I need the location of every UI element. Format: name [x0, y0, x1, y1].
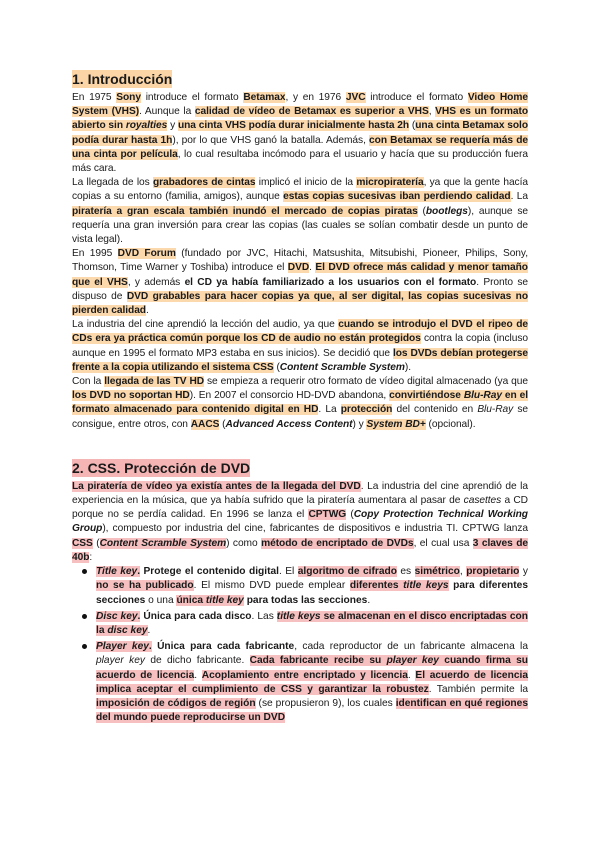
- section-heading-css: 2. CSS. Protección de DVD: [72, 459, 251, 476]
- paragraph-dvd-forum: En 1995 DVD Forum (fundado por JVC, Hitachi, Matsushita, Mitsubishi, Pioneer, Philips, Sony, Thomson, Time Warner y Toshiba) introduce el DVD. El DVD ofrece más calidad y menor tamaño que el VHS, y además el CD ya había familiarizado a los usuarios con el formato. Pronto se dispuso de DVD grabables para hacer copias ya que, al ser digital, las copias sucesivas no pierden calidad.: [72, 248, 529, 317]
- paragraph-grabadores: La llegada de los grabadores de cintas implicó el inicio de la micropiratería, ya que la gente hacía copias a su entorno (familia, amigos), aunque estas copias sucesivas iban perdiendo calidad. La piratería a gran escala también inundó el mercado de copias piratas (bootlegs), aunque se requería una gran inversión para crear las copias (las cuales se solían combatir desde un punto de vista legal).: [72, 177, 529, 246]
- bullet-icon: [82, 614, 87, 619]
- paragraph-betamax: En 1975 Sony introduce el formato Betamax, y en 1976 JVC introduce el formato Video Home System (VHS). Aunque la calidad de vídeo de Betamax es superior a VHS, VHS es un formato abierto sin royalties y una cinta VHS podía durar inicialmente hasta 2h (una cinta Betamax solo podía durar hasta 1h), por lo que VHS ganó la batalla. Además, con Betamax se requería más de una cinta por película, lo cual resultaba incómodo para el usuario y hacía que su producción fuera más cara.: [72, 92, 529, 175]
- paragraph-tv-hd: Con la llegada de las TV HD se empieza a requerir otro formato de vídeo digital almacenado (ya que los DVD no soportan HD). En 2007 el consorcio HD-DVD abandona, convirtiéndose Blu-Ray en el formato almacenado para contenido digital en HD. La protección del contenido en Blu-Ray se consigue, entre otros, con AACS (Advanced Access Content) y System BD+ (opcional).: [72, 376, 529, 430]
- key-list: [72, 565, 528, 725]
- list-item-title-key: Title key. Protege el contenido digital. El algoritmo de cifrado es simétrico, propietario y no se ha publicado. El mismo DVD puede emplear diferentes title keys para diferentes secciones o una única title key para todas las secciones.: [96, 565, 528, 608]
- section-heading-introduccion: 1. Introducción: [72, 71, 173, 87]
- bullet-icon: [82, 569, 87, 574]
- list-item-player-key: Player key. Única para cada fabricante, cada reproductor de un fabricante almacena la player key de dicho fabricante. Cada fabricante recibe su player key cuando firma su acuerdo de licencia. Acoplamiento entre encriptado y licencia. El acuerdo de licencia implica aceptar el cumplimiento de CSS y garantizar la robustez. También permite la imposición de códigos de región (se propusieron 9), los cuales identifican en qué regiones del mundo puede reproducirse un DVD: [96, 640, 528, 725]
- list-item-disc-key: Disc key. Única para cada disco. Las title keys se almacenan en el disco encriptadas con la disc key.: [96, 610, 528, 638]
- paragraph-pirateria-video: La piratería de vídeo ya existía antes de la llegada del DVD. La industria del cine aprendió de la experiencia en la música, que ya había sufrido que la piratería aumentara al pasar de casettes a CD porque no se perdía calidad. En 1996 se lanza el CPTWG (Copy Protection Technical Working Group), compuesto por industria del cine, fabricantes de dispositivos e industria TI. CPTWG lanza CSS (Content Scramble System) como método de encriptado de DVDs, el cual usa 3 claves de 40b:: [72, 480, 528, 563]
- bullet-icon: [82, 644, 87, 649]
- paragraph-industria-cine: La industria del cine aprendió la lección del audio, ya que cuando se introdujo el DVD el ripeo de CDs era ya práctica común porque los CD de audio no están protegidos contra la copia (incluso aunque en 1995 el formato MP3 estaba en sus inicios). Se decidió que los DVDs debían protegerse frente a la copia utilizando el sistema CSS (Content Scramble System).: [72, 319, 528, 373]
